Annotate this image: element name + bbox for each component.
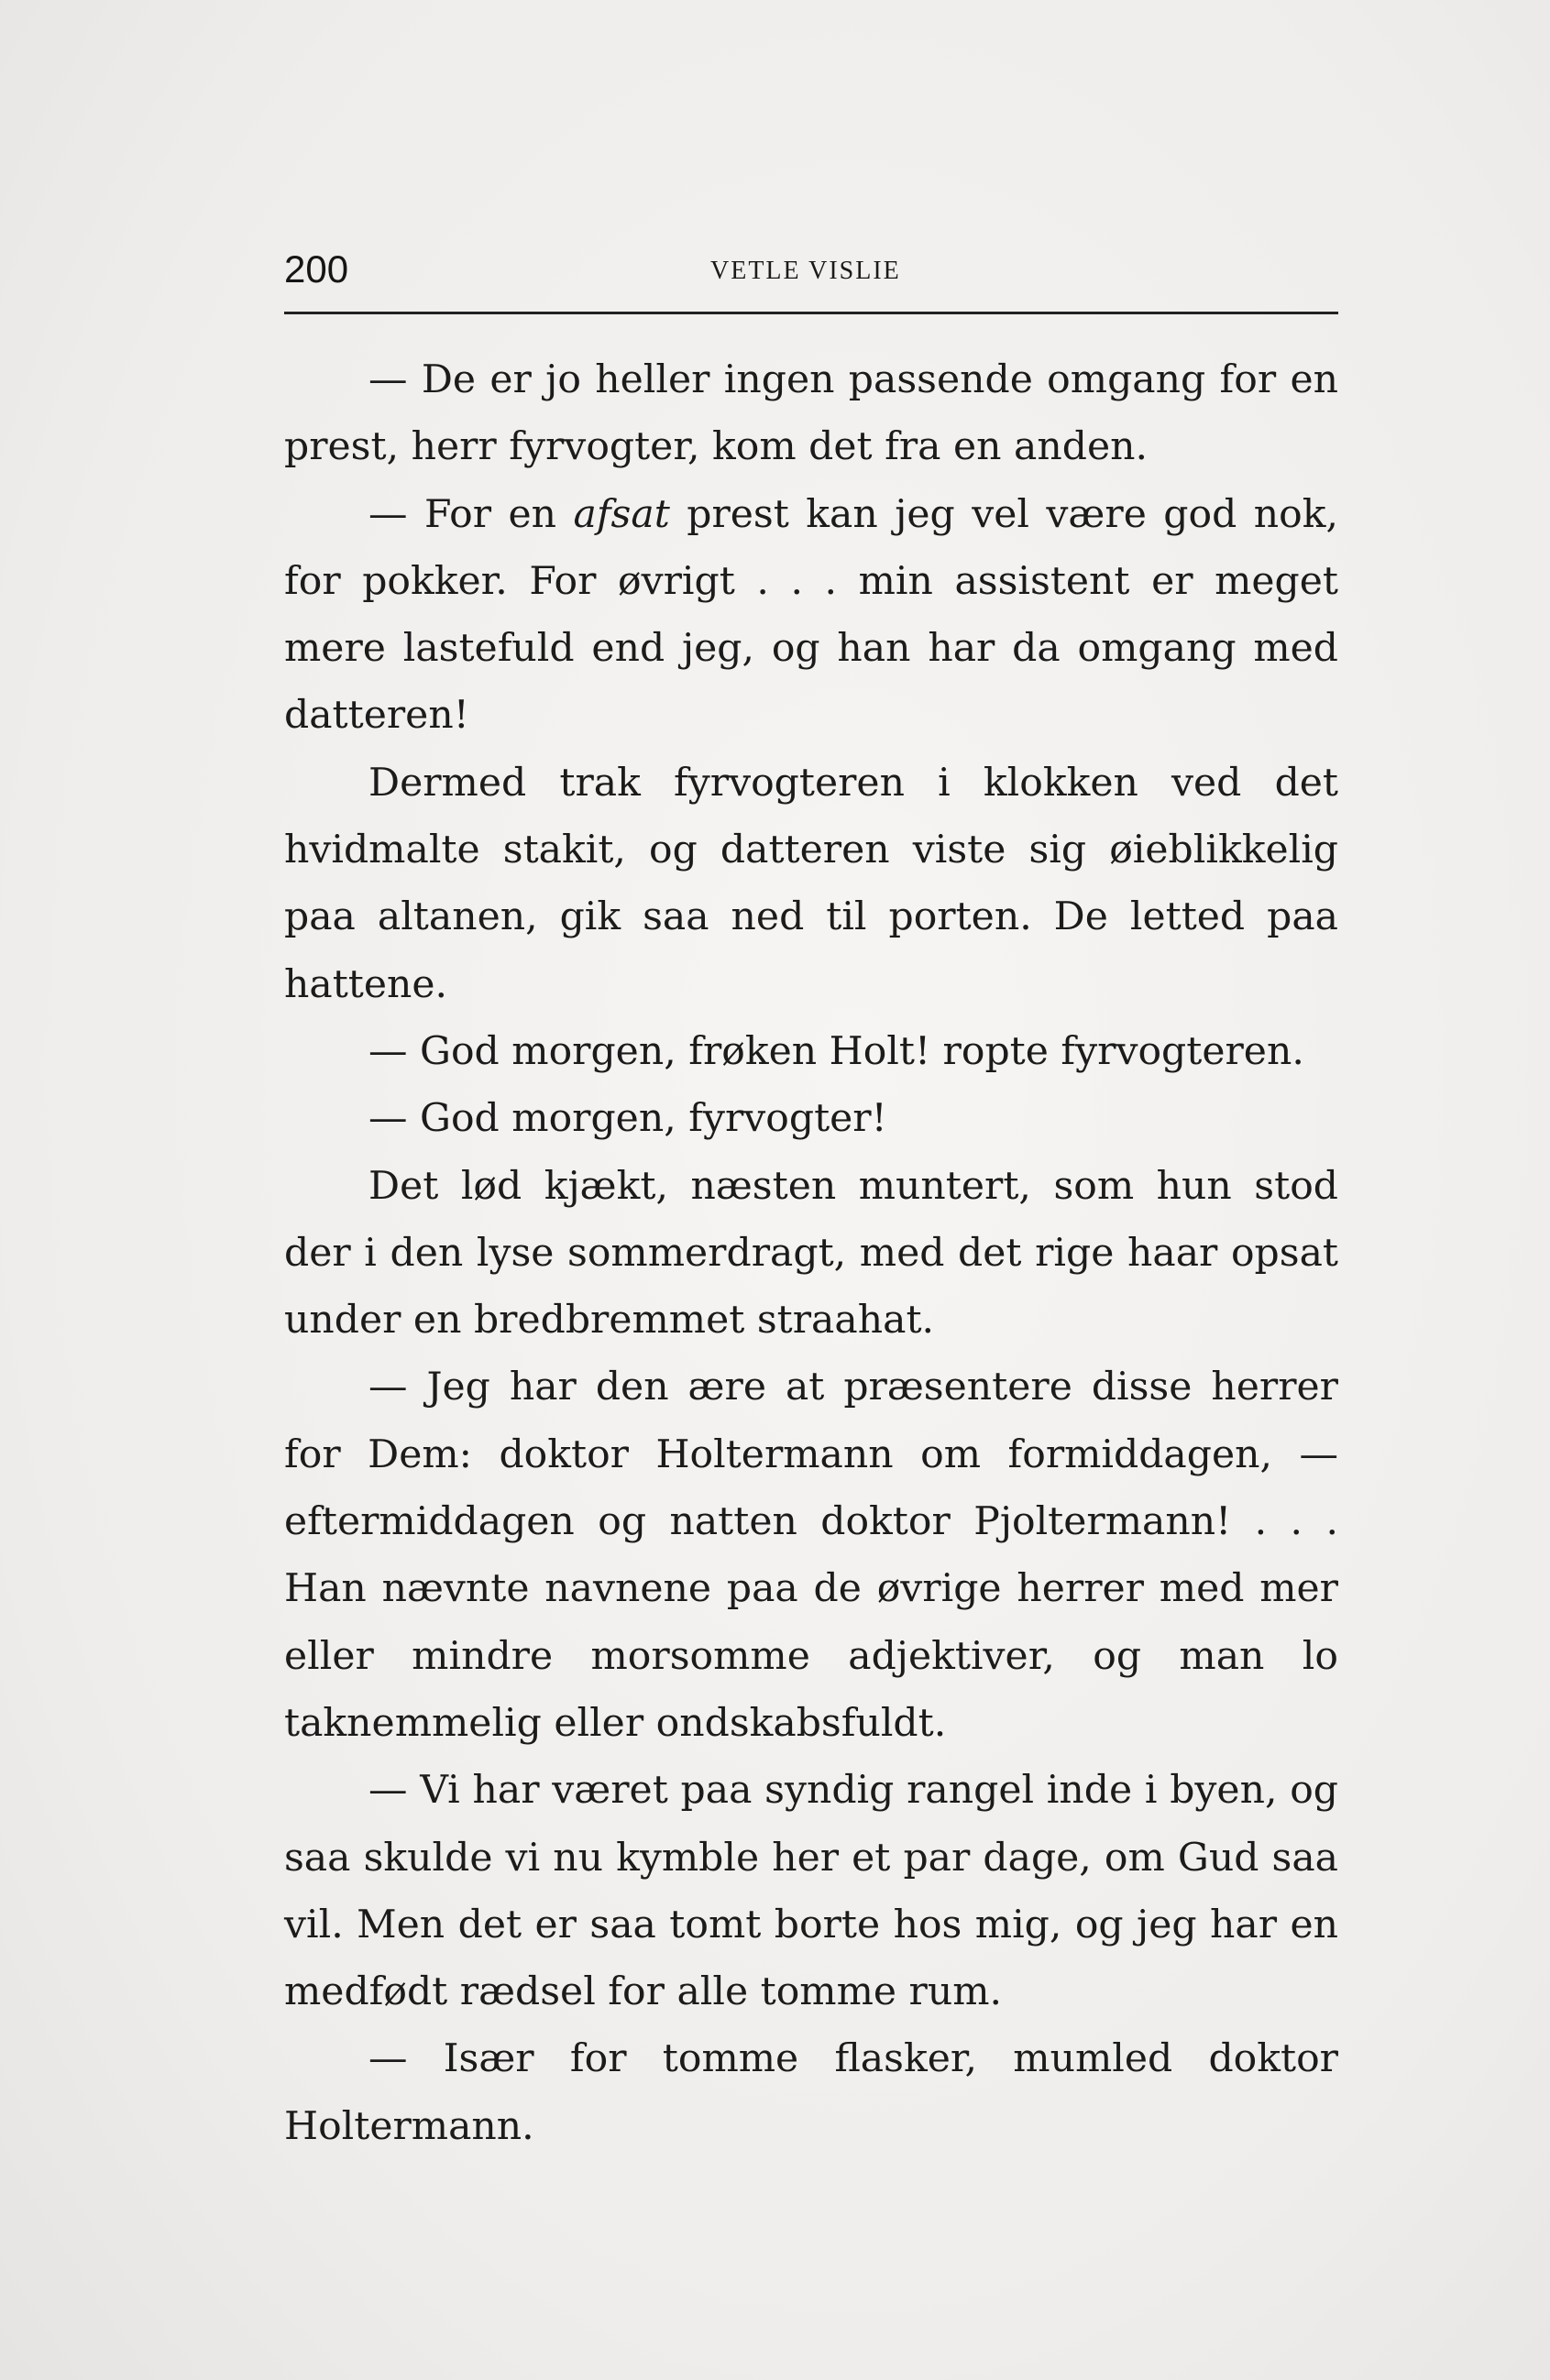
paragraph-text-before: — For en (368, 491, 574, 537)
paragraph: — De er jo heller ingen passende omgang for en prest, herr fyrvogter, kom det fra en anden. (284, 357, 1338, 470)
paragraph: — God morgen, frøken Holt! ropte fyrvogteren. (368, 1028, 1304, 1074)
running-head: VETLE VISLIE (710, 257, 901, 285)
paragraph (284, 481, 1338, 750)
paragraph: — Vi har været paa syndig rangel inde i byen, og saa skulde vi nu kymble her et par dage, om Gud saa vil. Men det er saa tomt borte hos mig, og jeg har en medfødt rædsel for alle tomme rum. (284, 1768, 1338, 2015)
paragraph: — God morgen, fyrvogter! (368, 1096, 887, 1142)
italic-word: afsat (573, 491, 670, 537)
page-header (284, 240, 1338, 295)
body-text (284, 346, 1338, 2160)
paragraph: — Jeg har den ære at præsentere disse herrer for Dem: doktor Holtermann om formiddagen, — eftermiddagen og natten doktor Pjoltermann! . . . Han nævnte navnene paa de øvrige herrer med mer eller mindre morsomme adjektiver, og man lo taknemmelig eller ondskabsfuldt. (284, 1365, 1338, 1746)
paragraph-text-after: prest kan jeg vel være god nok, for pokker. For øvrigt . . . min assistent er meget mere lastefuld end jeg, og han har da omgang med datteren! (284, 491, 1338, 739)
paragraph: — Især for tomme flasker, mumled doktor Holtermann. (284, 2036, 1338, 2149)
page-number: 200 (284, 247, 349, 291)
header-rule (284, 312, 1338, 314)
paragraph: Det lød kjækt, næsten muntert, som hun stod der i den lyse sommerdragt, med det rige haar opsat under en bredbremmet straahat. (284, 1163, 1338, 1344)
paragraph: Dermed trak fyrvogteren i klokken ved det hvidmalte stakit, og datteren viste sig øieblikkelig paa altanen, gik saa ned til porten. De letted paa hattene. (284, 760, 1338, 1007)
